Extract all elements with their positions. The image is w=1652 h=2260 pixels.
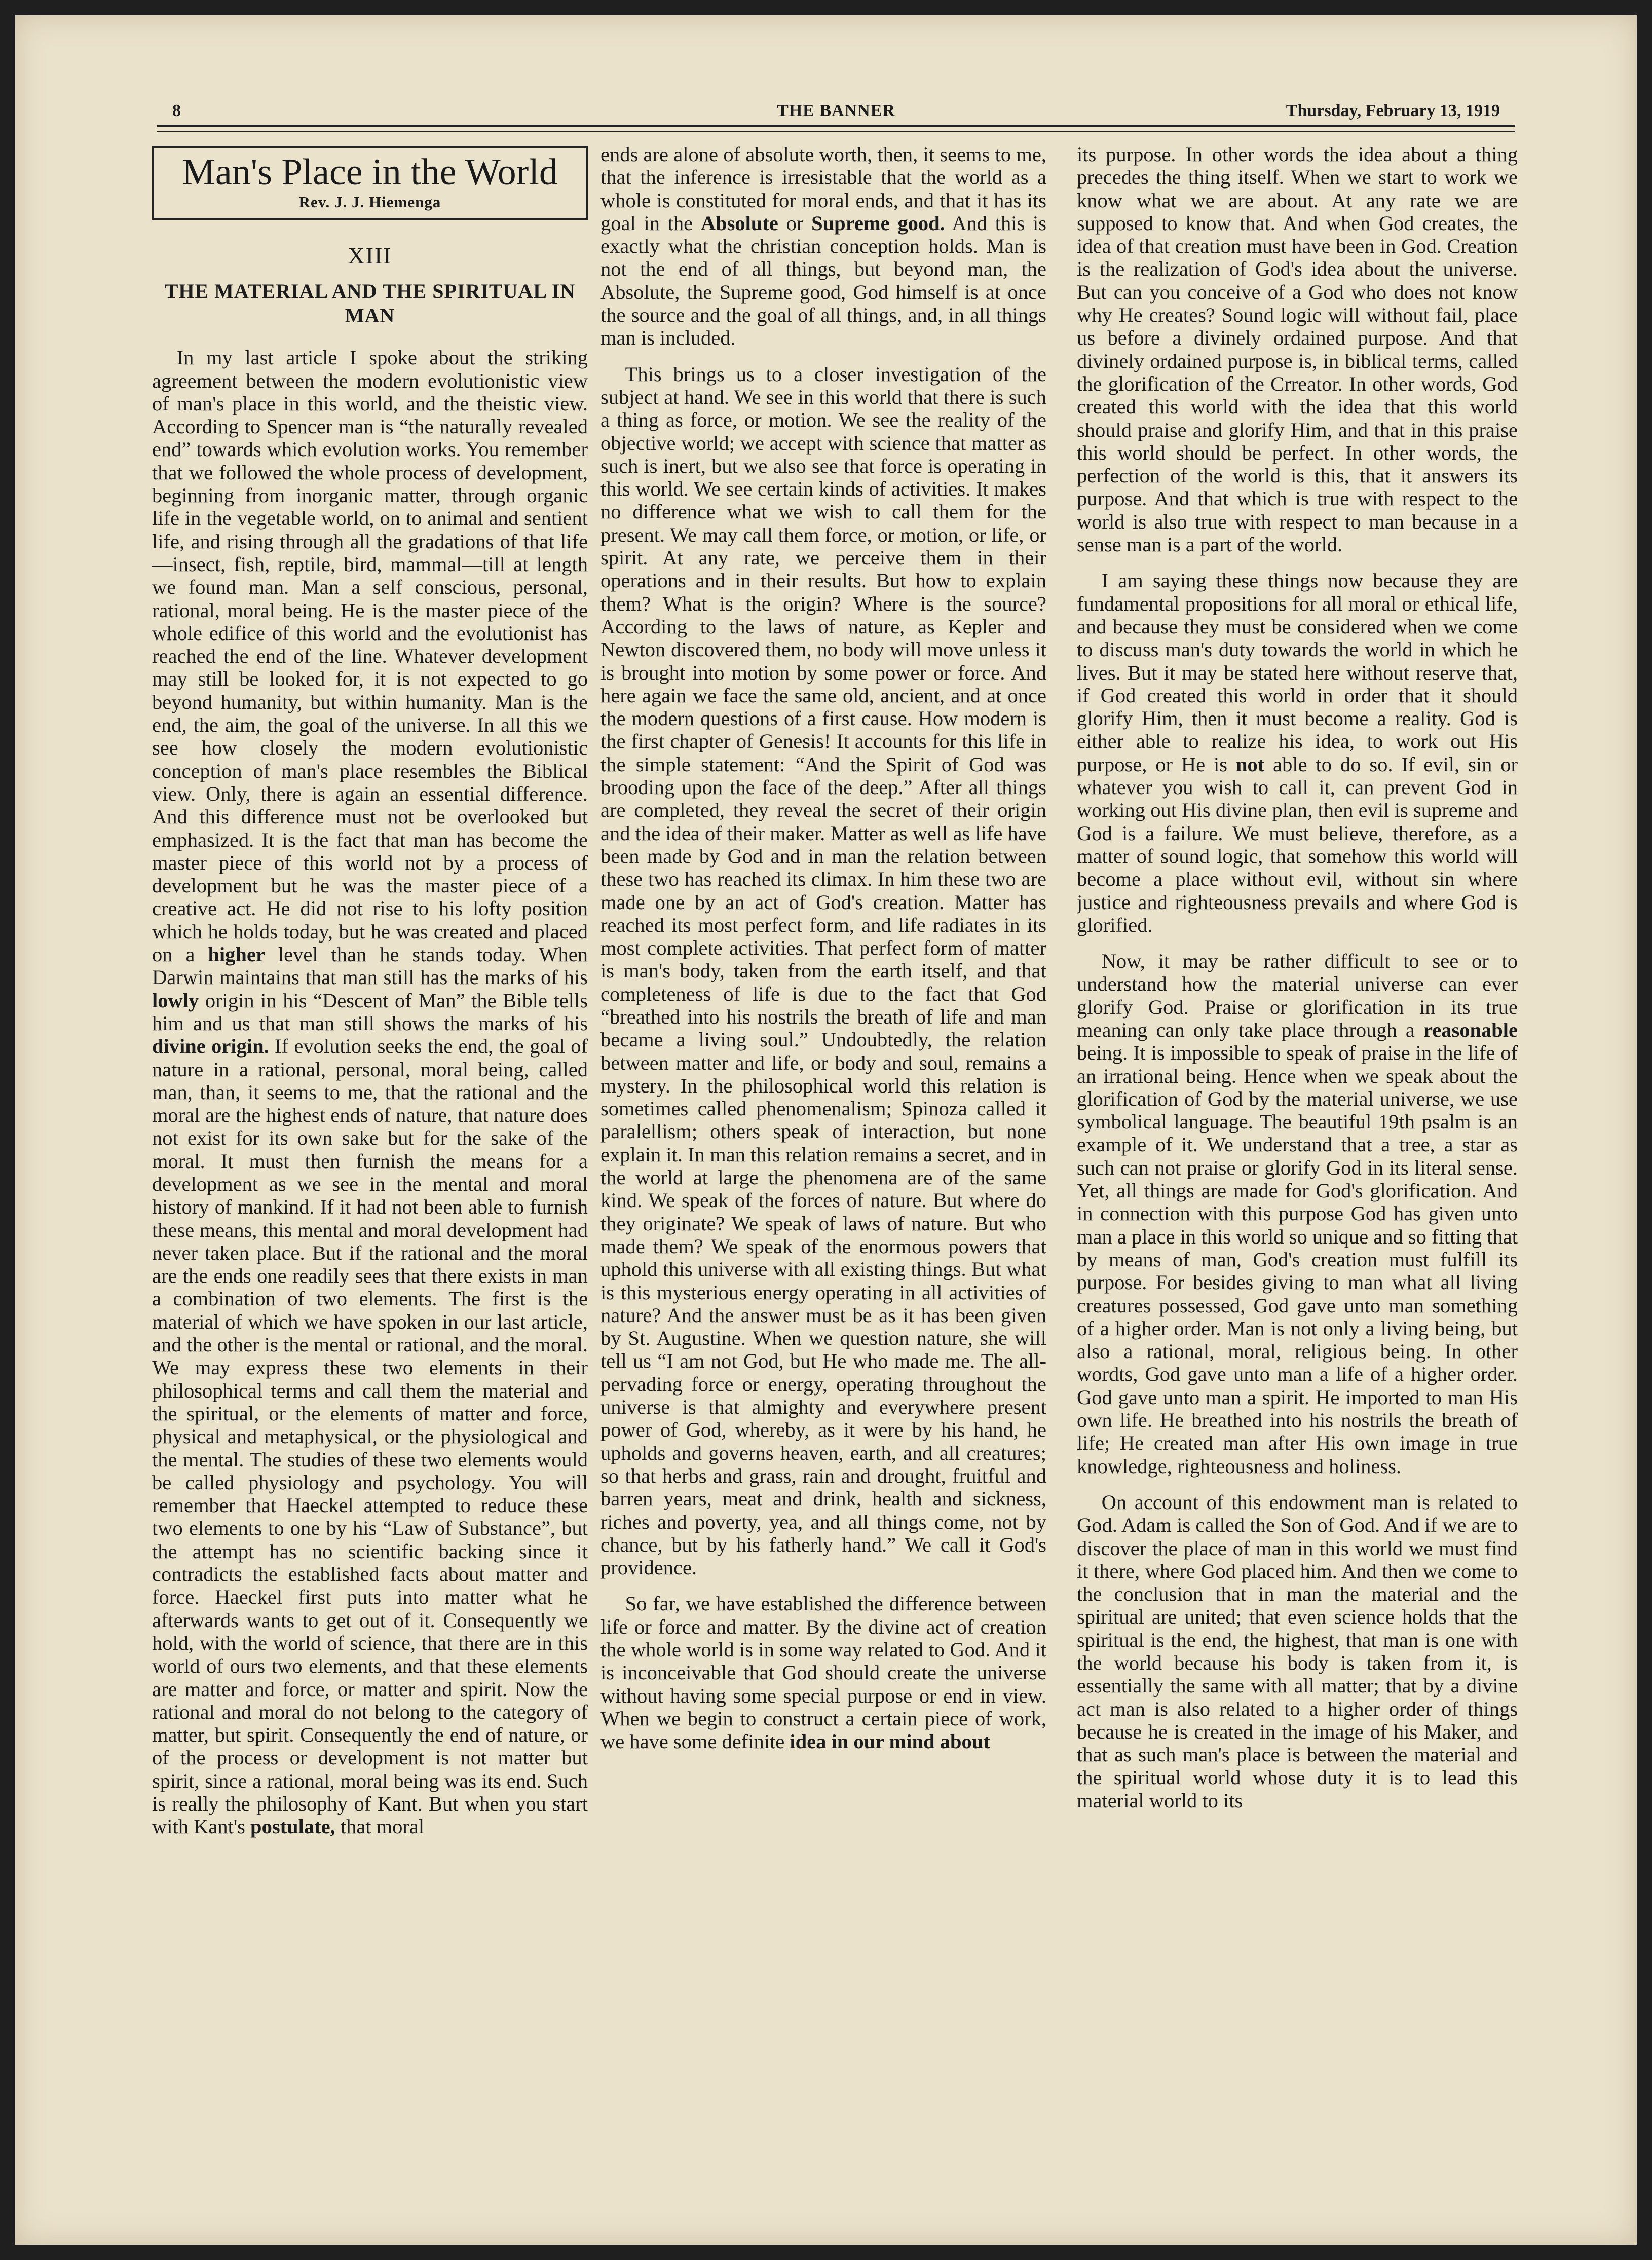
section-title: THE MATERIAL AND THE SPIRITUAL IN MAN [164, 280, 576, 327]
paragraph: In my last article I spoke about the striking agreement between the modern evolutionistic view of man's place in this world, and the theistic view. According to Spencer man is “the naturally revealed end” towards which evolution works. You remember that we followed the whole process of development, beginning from inorganic matter, through organic life in the vegetable world, on to animal and sentient life, and rising through all the gradations of that life—insect, fish, reptile, bird, mammal—till at length we found man. Man a self conscious, personal, rational, moral being. He is the master piece of the whole edifice of this world and the evolutionist has reached the end of the line. Whatever development may still be looked for, it is not expected to go beyond humanity, but within humanity. Man is the end, the aim, the goal of the universe. In all this we see how closely the modern evolutionistic conception of man's place resembles the Biblical view. Only, there is again an essential difference. And this difference must not be overlooked but emphasized. It is the fact that man has become the master piece of this world not by a process of development but he was the master piece of a creative act. He did not rise to his lofty position which he holds today, but he was created and placed on a higher level than he stands today. When Darwin maintains that man still has the marks of his lowly origin in his “Descent of Man” the Bible tells him and us that man still shows the marks of his divine origin. If evolution seeks the end, the goal of nature in a rational, personal, moral being, called man, than, it seems to me, that the rational and the moral are the highest ends of nature, that nature does not exist for its own sake but for the sake of the moral. It must then furnish the means for a development as we see in the mental and moral history of mankind. If it had not been able to furnish these means, this mental and moral development had never taken place. But if the rational and the moral are the ends one readily sees that there exists in man a combination of two elements. The first is the material of which we have spoken in our last article, and the other is the mental or rational, and the moral. We may express these two elements in their philosophical terms and call them the material and the spiritual, or the elements of matter and force, physical and metaphysical, or the physiological and the mental. The studies of these two elements would be called physiology and psychology. You will remember that Haeckel attempted to reduce these two elements to one by his “Law of Substance”, but the attempt has no scientific backing since it contradicts the established facts about matter and force. Haeckel first puts into matter what he afterwards wants to get out of it. Consequently we hold, with the world of science, that there are in this world of ours two elements, and that these elements are matter and force, or matter and spirit. Now the rational and moral do not belong to the category of matter, but spirit. Consequently the end of nature, or of the process or development is not matter but spirit, since a rational, moral being was its end. Such is really the philosophy of Kant. But when you start with Kant's postulate, that moral [152, 346, 588, 1838]
section-numeral: XIII [348, 243, 392, 269]
title-box [152, 146, 588, 220]
paragraph: ends are alone of absolute worth, then, it seems to me, that the inference is irresistable that the world as a whole is constituted for moral ends, and that it has its goal in the Absolute or Supreme good. And this is exactly what the christian conception holds. Man is not the end of all things, but beyond man, the Absolute, the Supreme good, God himself is at once the source and the goal of all things, and, in all things man is included. [600, 143, 1046, 350]
header-rule [157, 125, 1515, 127]
issue-date: Thursday, February 13, 1919 [1286, 101, 1500, 120]
paper-name: THE BANNER [777, 101, 895, 120]
paragraph: Now, it may be rather difficult to see or to understand how the material universe can ever glorify God. Praise or glorification in its true meaning can only take place through a reasonable being. It is impossible to speak of praise in the life of an irrational being. Hence when we speak about the glorification of God by the material universe, we use symbolical language. The beautiful 19th psalm is an example of it. We understand that a tree, a star as such can not praise or glorify God in its literal sense. Yet, all things are made for God's glorification. And in connection with this purpose God has given unto man a place in this world so unique and so fitting that by means of man, God's creation must fulfill its purpose. For besides giving to man what all living creatures possessed, God gave unto man something of a higher order. Man is not only a living being, but also a rational, moral, religious being. In other wordts, God gave unto man a life of a higher order. God gave unto man a spirit. He imported to man His own life. He breathed into his nostrils the breath of life; He created man after His own image in true knowledge, righteousness and holiness. [1077, 950, 1518, 1478]
page-number: 8 [172, 101, 181, 120]
paragraph: I am saying these things now because they are fundamental propositions for all moral or ethical life, and because they must be considered when we come to discuss man's duty towards the world in which he lives. But it may be stated here without reserve that, if God created this world in order that it should glorify Him, then it must become a reality. God is either able to realize his idea, to work out His purpose, or He is not able to do so. If evil, sin or whatever you wish to call it, can prevent God in working out His divine plan, then evil is supreme and God is a failure. We must believe, therefore, as a matter of sound logic, that somehow this world will become a place without evil, without sin where justice and righteousness prevails and where God is glorified. [1077, 569, 1518, 936]
column-1 [152, 142, 588, 2108]
paragraph: This brings us to a closer investigation of the subject at hand. We see in this world that there is such a thing as force, or motion. We see the reality of the objective world; we accept with science that matter as such is inert, but we also see that force is operating in this world. We see certain kinds of activities. It makes no difference what we wish to call them for the present. We may call them force, or motion, or life, or spirit. At any rate, we perceive them in their operations and in their results. But how to explain them? What is the origin? Where is the source? According to the laws of nature, as Kepler and Newton discovered them, no body will move unless it is brought into motion by some power or force. And here again we face the same old, ancient, and at once the modern questions of a first cause. How modern is the first chapter of Genesis! It accounts for this life in the simple statement: “And the Spirit of God was brooding upon the face of the deep.” After all things are completed, they reveal the secret of their origin and the idea of their maker. Matter as well as life have been made by God and in man the relation between these two has reached its climax. In him these two are made one by an act of God's creation. Matter has reached its most perfect form, and life radiates in its most complete activities. That perfect form of matter is man's body, taken from the earth itself, and that completeness of life is due to the fact that God “breathed into his nostrils the breath of life and man became a living soul.” Undoubtedly, the relation between matter and life, or body and soul, remains a mystery. In the philosophical world this relation is sometimes called phenomenalism; Spinoza called it paralellism; others speak of interaction, but none explain it. In man this relation remains a secret, and in the world at large the phenomena are of the same kind. We speak of the forces of nature. But where do they originate? We speak of laws of nature. But who made them? We speak of the enormous powers that uphold this universe with all existing things. But what is this mysterious energy operating in all activities of nature? And the answer must be as it has been given by St. Augustine. When we question nature, she will tell us “I am not God, but He who made me. The all-pervading force or energy, operating throughout the universe is that almighty and everywhere present power of God, whereby, as it were by his hand, he upholds and governs heaven, earth, and all creatures; so that herbs and grass, rain and drought, fruitful and barren years, meat and drink, health and sickness, riches and poverty, yea, and all things come, not by chance, but by his fatherly hand.” We call it God's providence. [600, 362, 1046, 1579]
article-author: Rev. J. J. Hiemenga [298, 193, 441, 211]
newspaper-page [15, 15, 1637, 2245]
header-rule-thin [157, 131, 1515, 132]
column-2 [600, 143, 1046, 2109]
paragraph: its purpose. In other words the idea about a thing precedes the thing itself. When we start to work we know what we are about. At any rate we are supposed to know that. And when God creates, the idea of that creation must have been in God. Creation is the realization of God's idea about the universe. But can you conceive of a God who does not know why He creates? Sound logic will without fail, place us before a divinely ordained purpose. And that divinely ordained purpose is, in biblical terms, called the glorification of the Crreator. In other words, God created this world with the idea that this world should praise and glorify Him, and that in this praise this world should be perfect. In other words, the perfection of the world is this, that it answers its purpose. And that which is true with respect to the world is also true with respect to man because in a sense man is a part of the world. [1077, 143, 1518, 556]
paragraph: So far, we have established the difference between life or force and matter. By the divine act of creation the whole world is in some way related to God. And it is inconceivable that God should create the universe without having some special purpose or end in view. When we begin to construct a certain piece of work, we have some definite idea in our mind about [600, 1592, 1046, 1753]
article-title: Man's Place in the World [182, 152, 558, 193]
paragraph: On account of this endowment man is related to God. Adam is called the Son of God. And if we are to discover the place of man in this world we must find it there, where God placed him. And then we come to the conclusion that in man the material and the spiritual are united; that even science holds that the spiritual is the end, the highest, that man is one with the world because his body is taken from it, is essentially the same with all matter; that by a divine act man is also related to a higher order of things because he is created in the image of his Maker, and that as such man's place is between the material and the spiritual world whose duty it is to lead this material world to its [1077, 1490, 1518, 1812]
column-3 [1077, 143, 1518, 2109]
